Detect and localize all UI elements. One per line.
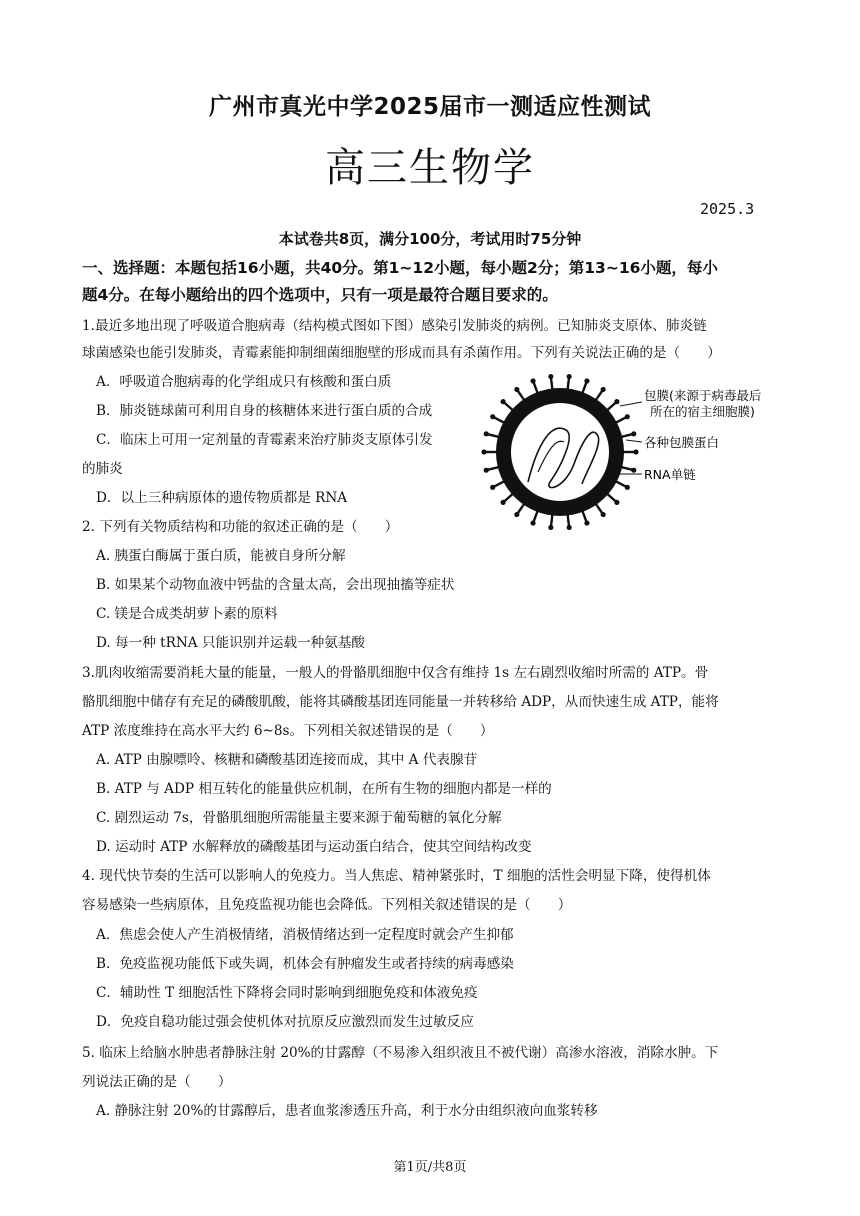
label-envelope-line2: 所在的宿主细胞膜) <box>650 404 755 419</box>
q3-stem-line2: 骼肌细胞中储存有充足的磷酸肌酸，能将其磷酸基团连同能量一并转移给 ADP，从而快速生成 ATP，能将 <box>82 694 719 710</box>
q1-option-c-continued: 的肺炎 <box>82 461 123 477</box>
page-number: 第1页/共8页 <box>393 1160 467 1175</box>
envelope-spike-tip <box>530 520 535 525</box>
envelope-spike-tip <box>490 414 495 419</box>
q1-stem-line1: 1.最近多地出现了呼吸道合胞病毒（结构模式图如下图）感染引发肺炎的病例。已知肺炎支原体、肺炎链 <box>82 318 707 334</box>
label-envelope-protein: 各种包膜蛋白 <box>644 435 720 450</box>
q3-stem-line1: 3.肌肉收缩需要消耗大量的能量，一般人的骨骼肌细胞中仅含有维持 1s 左右剧烈收缩时所需的 ATP。骨 <box>82 665 709 681</box>
q3-option-b: B. ATP 与 ADP 相互转化的能量供应机制，在所有生物的细胞内都是一样的 <box>96 781 552 797</box>
envelope-spike-tip <box>530 378 535 383</box>
q1-option-b: B．肺炎链球菌可利用自身的核糖体来进行蛋白质的合成 <box>96 403 433 419</box>
q4-option-c: C．辅助性 T 细胞活性下降将会同时影响到细胞免疫和体液免疫 <box>96 985 478 1001</box>
q5-stem-line1: 5. 临床上给脑水肿患者静脉注射 20%的甘露醇（不易渗入组织液且不被代谢）高渗水溶液，消除水肿。下 <box>82 1045 719 1061</box>
q1-option-c: C．临床上可用一定剂量的青霉素来治疗肺炎支原体引发 <box>96 432 433 448</box>
envelope-spike-tip <box>584 520 589 525</box>
envelope-spike-tip <box>614 500 619 505</box>
envelope-spike-tip <box>631 468 636 473</box>
label-rna: RNA单链 <box>644 467 696 482</box>
q2-option-d: D. 每一种 tRNA 只能识别并运载一种氨基酸 <box>96 635 366 651</box>
q3-option-c: C. 剧烈运动 7s，骨骼肌细胞所需能量主要来源于葡萄糖的氧化分解 <box>96 810 502 826</box>
envelope-spike-tip <box>481 449 486 454</box>
q3-option-d: D. 运动时 ATP 水解释放的磷酸基团与运动蛋白结合，使其空间结构改变 <box>96 839 532 855</box>
q3-option-a: A. ATP 由腺嘌呤、核糖和磷酸基团连接而成，其中 A 代表腺苷 <box>96 752 478 768</box>
envelope-spike-tip <box>514 512 519 517</box>
envelope-spike-tip <box>514 387 519 392</box>
envelope-spike-tip <box>601 387 606 392</box>
q3-stem-line3: ATP 浓度维持在高水平大约 6~8s。下列相关叙述错误的是（ ） <box>82 723 494 739</box>
envelope-spike-tip <box>625 485 630 490</box>
envelope-spike-tip <box>501 500 506 505</box>
q4-stem-line2: 容易感染一些病原体，且免疫监视功能也会降低。下列相关叙述错误的是（ ） <box>82 897 572 913</box>
envelope-spike-tip <box>614 399 619 404</box>
envelope-spike-tip <box>501 399 506 404</box>
q1-stem-line2: 球菌感染也能引发肺炎，青霉素能抑制细菌细胞壁的形成而具有杀菌作用。下列有关说法正确的是（ ） <box>82 345 721 361</box>
exam-info: 本试卷共8页，满分100分，考试用时75分钟 <box>278 230 582 248</box>
envelope-spike-tip <box>484 468 489 473</box>
q5-stem-line2: 列说法正确的是（ ） <box>82 1074 232 1090</box>
section-heading-line1: 一、选择题：本题包括16小题，共40分。第1~12小题，每小题2分；第13~16小题，每小 <box>82 259 718 277</box>
virus-interior <box>510 402 610 502</box>
envelope-spike-tip <box>567 374 572 379</box>
envelope-spike-tip <box>490 485 495 490</box>
subject-title: 高三生物学 <box>325 145 535 191</box>
q4-stem-line1: 4. 现代快节奏的生活可以影响人的免疫力。当人焦虑、精神紧张时，T 细胞的活性会明显下降，使得机体 <box>82 868 711 884</box>
q4-option-b: B．免疫监视功能低下或失调，机体会有肿瘤发生或者持续的病毒感染 <box>96 956 514 972</box>
envelope-spike-tip <box>625 414 630 419</box>
q5-option-a: A. 静脉注射 20%的甘露醇后，患者血浆渗透压升高，利于水分由组织液向血浆转移 <box>96 1103 598 1119</box>
q1-option-a: A．呼吸道合胞病毒的化学组成只有核酸和蛋白质 <box>96 374 392 390</box>
pointer-envelope <box>620 402 642 406</box>
envelope-spike-tip <box>584 378 589 383</box>
envelope-spike-tip <box>548 525 553 530</box>
exam-title: 广州市真光中学2025届市一测适应性测试 <box>208 94 651 120</box>
envelope-spike-tip <box>631 431 636 436</box>
pointer-protein <box>626 440 642 442</box>
section-heading-line2: 题4分。在每小题给出的四个选项中，只有一项是最符合题目要求的。 <box>82 286 558 304</box>
exam-date: 2025.3 <box>700 200 755 218</box>
envelope-spike-tip <box>567 525 572 530</box>
envelope-spike-tip <box>601 512 606 517</box>
q4-option-a: A．焦虑会使人产生消极情绪，消极情绪达到一定程度时就会产生抑郁 <box>96 927 514 943</box>
q2-option-b: B. 如果某个动物血液中钙盐的含量太高，会出现抽搐等症状 <box>96 577 455 593</box>
q2-stem: 2. 下列有关物质结构和功能的叙述正确的是（ ） <box>82 519 399 535</box>
envelope-spike-tip <box>484 431 489 436</box>
envelope-spike-tip <box>633 449 638 454</box>
q4-option-d: D．免疫自稳功能过强会使机体对抗原反应激烈而发生过敏反应 <box>96 1014 474 1030</box>
q2-option-a: A. 胰蛋白酶属于蛋白质，能被自身所分解 <box>96 548 346 564</box>
label-envelope-line1: 包膜(来源于病毒最后 <box>644 388 762 403</box>
virus-structure-figure <box>480 372 780 532</box>
q2-option-c: C. 镁是合成类胡萝卜素的原料 <box>96 606 278 622</box>
envelope-spike-tip <box>548 374 553 379</box>
q1-option-d: D．以上三种病原体的遗传物质都是 RNA <box>96 490 348 506</box>
